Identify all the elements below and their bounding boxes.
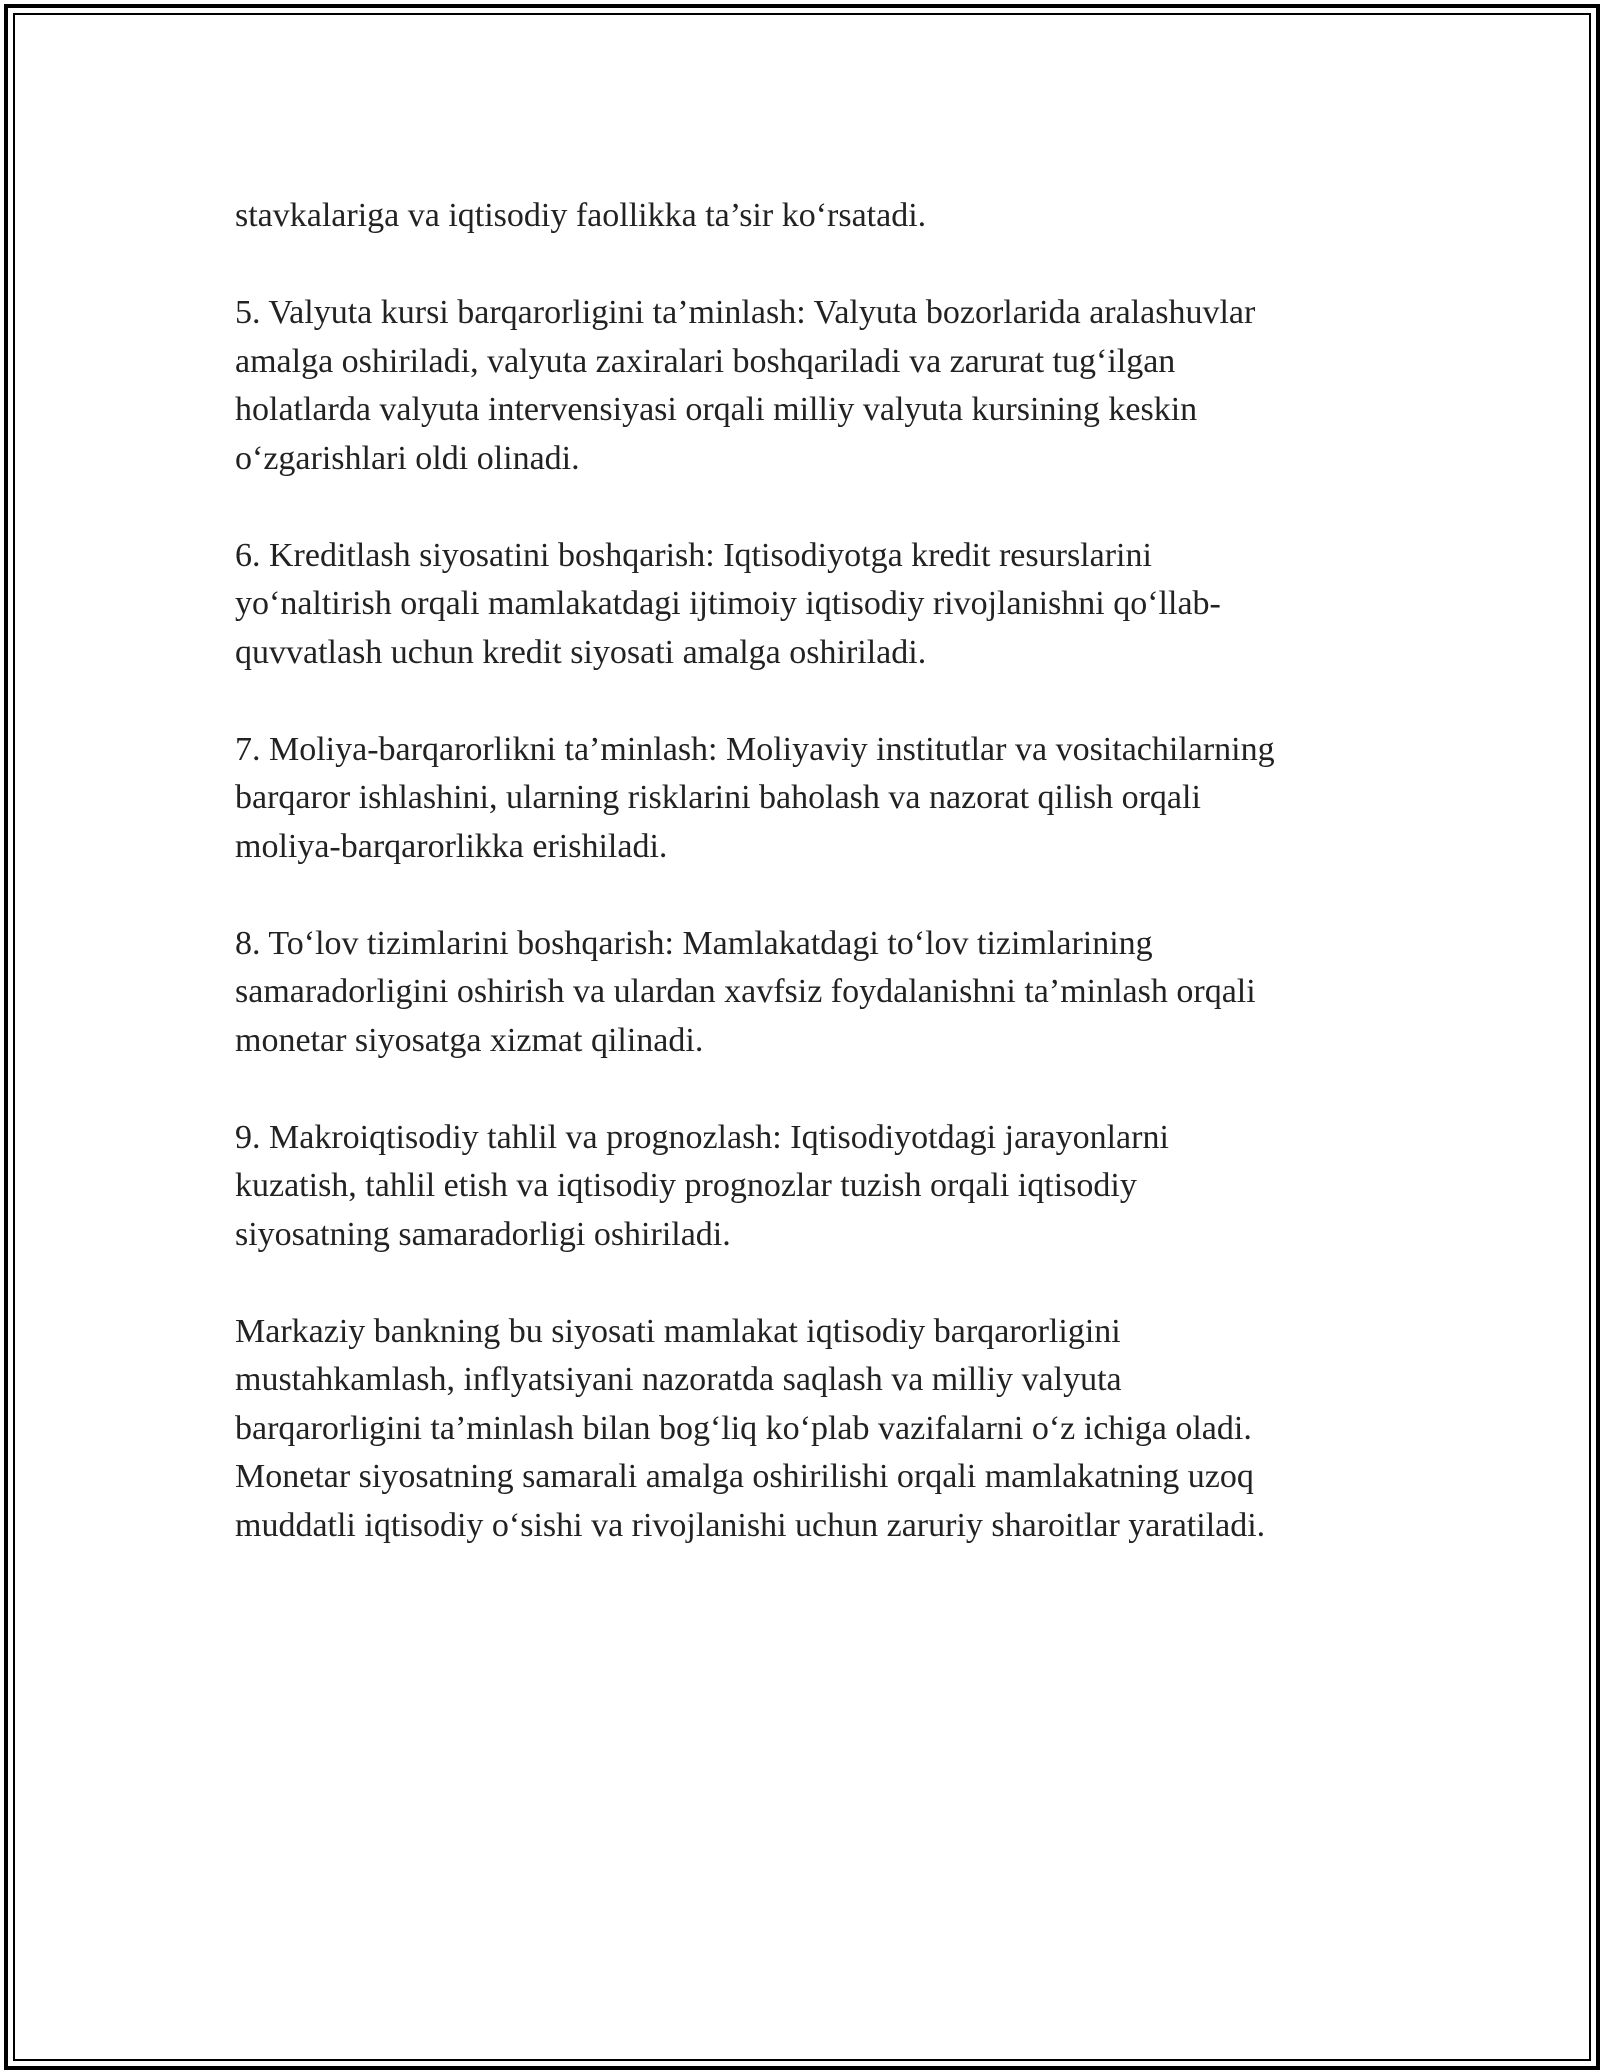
paragraph-item-8-payment-systems: 8. To‘lov tizimlarini boshqarish: Mamlakatdagi to‘lov tizimlarining samaradorligini oshirish va ulardan xavfsiz foydalanishni ta’minlash orqali monetar siyosatga xizmat qilinadi.	[235, 924, 1256, 1059]
paragraph-continuation: stavkalariga va iqtisodiy faollikka ta’sir ko‘rsatadi.	[235, 197, 927, 234]
page-frame	[4, 4, 1600, 2070]
paragraph-item-9-macro-analysis: 9. Makroiqtisodiy tahlil va prognozlash: Iqtisodiyotdagi jarayonlarni kuzatish, tahlil etish va iqtisodiy prognozlar tuzish orqali iqtisodiy siyosatning samaradorligi oshiriladi.	[235, 1118, 1169, 1253]
paragraph-item-6-credit-policy: 6. Kreditlash siyosatini boshqarish: Iqtisodiyotga kredit resurslarini yo‘naltirish orqali mamlakatdagi ijtimoiy iqtisodiy rivojlanishni qo‘llab- quvvatlash uchun kredit siyosati amalga oshiriladi.	[235, 536, 1221, 671]
paragraph-conclusion: Markaziy bankning bu siyosati mamlakat iqtisodiy barqarorligini mustahkamlash, inflyatsiyani nazoratda saqlash va milliy valyuta barqarorligini ta’minlash bilan bog‘liq ko‘plab vazifalarni o‘z ichiga oladi. Monetar siyosatning samarali amalga oshirilishi orqali mamlakatning uzoq muddatli iqtisodiy o‘sishi va rivojlanishi uchun zaruriy sharoitlar yaratiladi.	[235, 1312, 1266, 1544]
paragraph-item-7-financial-stability: 7. Moliya-barqarorlikni ta’minlash: Moliyaviy institutlar va vositachilarning barqaror ishlashini, ularning risklarini baholash va nazorat qilish orqali moliya-barqarorlikka erishiladi.	[235, 730, 1275, 865]
document-body	[235, 192, 1415, 1550]
paragraph-item-5-currency-stability: 5. Valyuta kursi barqarorligini ta’minlash: Valyuta bozorlarida aralashuvlar amalga oshiriladi, valyuta zaxiralari boshqariladi va zarurat tug‘ilgan holatlarda valyuta intervensiyasi orqali milliy valyuta kursining keskin o‘zgarishlari oldi olinadi.	[235, 294, 1256, 477]
